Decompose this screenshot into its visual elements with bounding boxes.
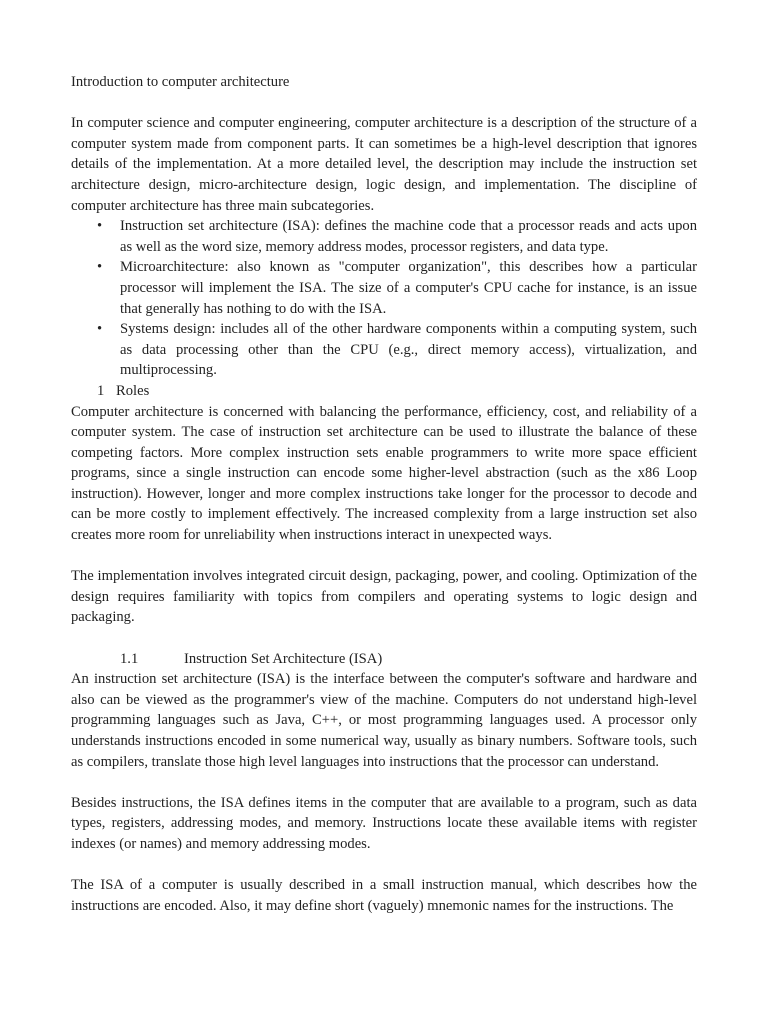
- isa-paragraph-3: The ISA of a computer is usually described in a small instruction manual, which describes how the instructions are encoded. Also, it may define short (vaguely) mnemonic names for the instructions. The: [71, 877, 697, 914]
- spacer: [71, 93, 697, 114]
- spacer: [71, 855, 697, 876]
- section-title: Roles: [116, 382, 150, 399]
- spacer: [71, 546, 697, 567]
- list-item-text: Systems design: includes all of the other hardware components within a computing system, such as data processing other than the CPU (e.g., direct memory access), virtualization, and multiprocessing.: [120, 321, 697, 379]
- spacer: [71, 772, 697, 793]
- intro-paragraph: In computer science and computer engineering, computer architecture is a description of the structure of a computer system made from component parts. It can sometimes be a high-level description that ignores details of the implementation. At a more detailed level, the description may include the instruction set architecture design, micro-architecture design, logic design, and implementation. The discipline of computer architecture has three main subcategories.: [71, 115, 697, 214]
- section-number: 1.1: [120, 650, 139, 667]
- bullet-icon: •: [97, 218, 103, 235]
- list-item-text: Instruction set architecture (ISA): defines the machine code that a processor reads and acts upon as well as the word size, memory address modes, processor registers, and data type.: [120, 218, 697, 255]
- document-title: Introduction to computer architecture: [71, 74, 290, 90]
- document-body: [71, 72, 697, 916]
- spacer: [71, 628, 697, 649]
- section-title: Instruction Set Architecture (ISA): [184, 650, 383, 667]
- subcategory-list: [71, 216, 697, 381]
- roles-paragraph-2: The implementation involves integrated circuit design, packaging, power, and cooling. Optimization of the design requires familiarity with topics from compilers and operating systems to logic design and packaging.: [71, 568, 697, 626]
- section-heading-isa: [71, 649, 697, 670]
- list-item: [71, 257, 697, 319]
- bullet-icon: •: [97, 321, 103, 338]
- isa-paragraph-1: An instruction set architecture (ISA) is the interface between the computer's software and hardware and also can be viewed as the programmer's view of the machine. Computers do not understand high-level programming languages such as Java, C++, or most programming languages used. A processor only understands instructions encoded in some numerical way, usually as binary numbers. Software tools, such as compilers, translate those high level languages into instructions that the processor can understand.: [71, 671, 697, 770]
- section-heading-roles: [71, 381, 697, 402]
- isa-paragraph-2: Besides instructions, the ISA defines items in the computer that are available to a program, such as data types, registers, addressing modes, and memory. Instructions locate these available items with register indexes (or names) and memory addressing modes.: [71, 794, 697, 852]
- list-item: [71, 319, 697, 381]
- list-item: [71, 216, 697, 257]
- list-item-text: Microarchitecture: also known as "computer organization", this describes how a particular processor will implement the ISA. The size of a computer's CPU cache for instance, is an issue that generally has nothing to do with the ISA.: [120, 259, 697, 317]
- roles-paragraph-1: Computer architecture is concerned with balancing the performance, efficiency, cost, and reliability of a computer system. The case of instruction set architecture can be used to illustrate the balance of these competing factors. More complex instruction sets enable programmers to write more space efficient programs, since a single instruction can encode some higher-level abstraction (such as the x86 Loop instruction). However, longer and more complex instructions take longer for the processor to decode and can be more costly to implement effectively. The increased complexity from a large instruction set also creates more room for unreliability when instructions interact in unexpected ways.: [71, 403, 697, 544]
- section-number: 1: [97, 382, 105, 399]
- bullet-icon: •: [97, 259, 103, 276]
